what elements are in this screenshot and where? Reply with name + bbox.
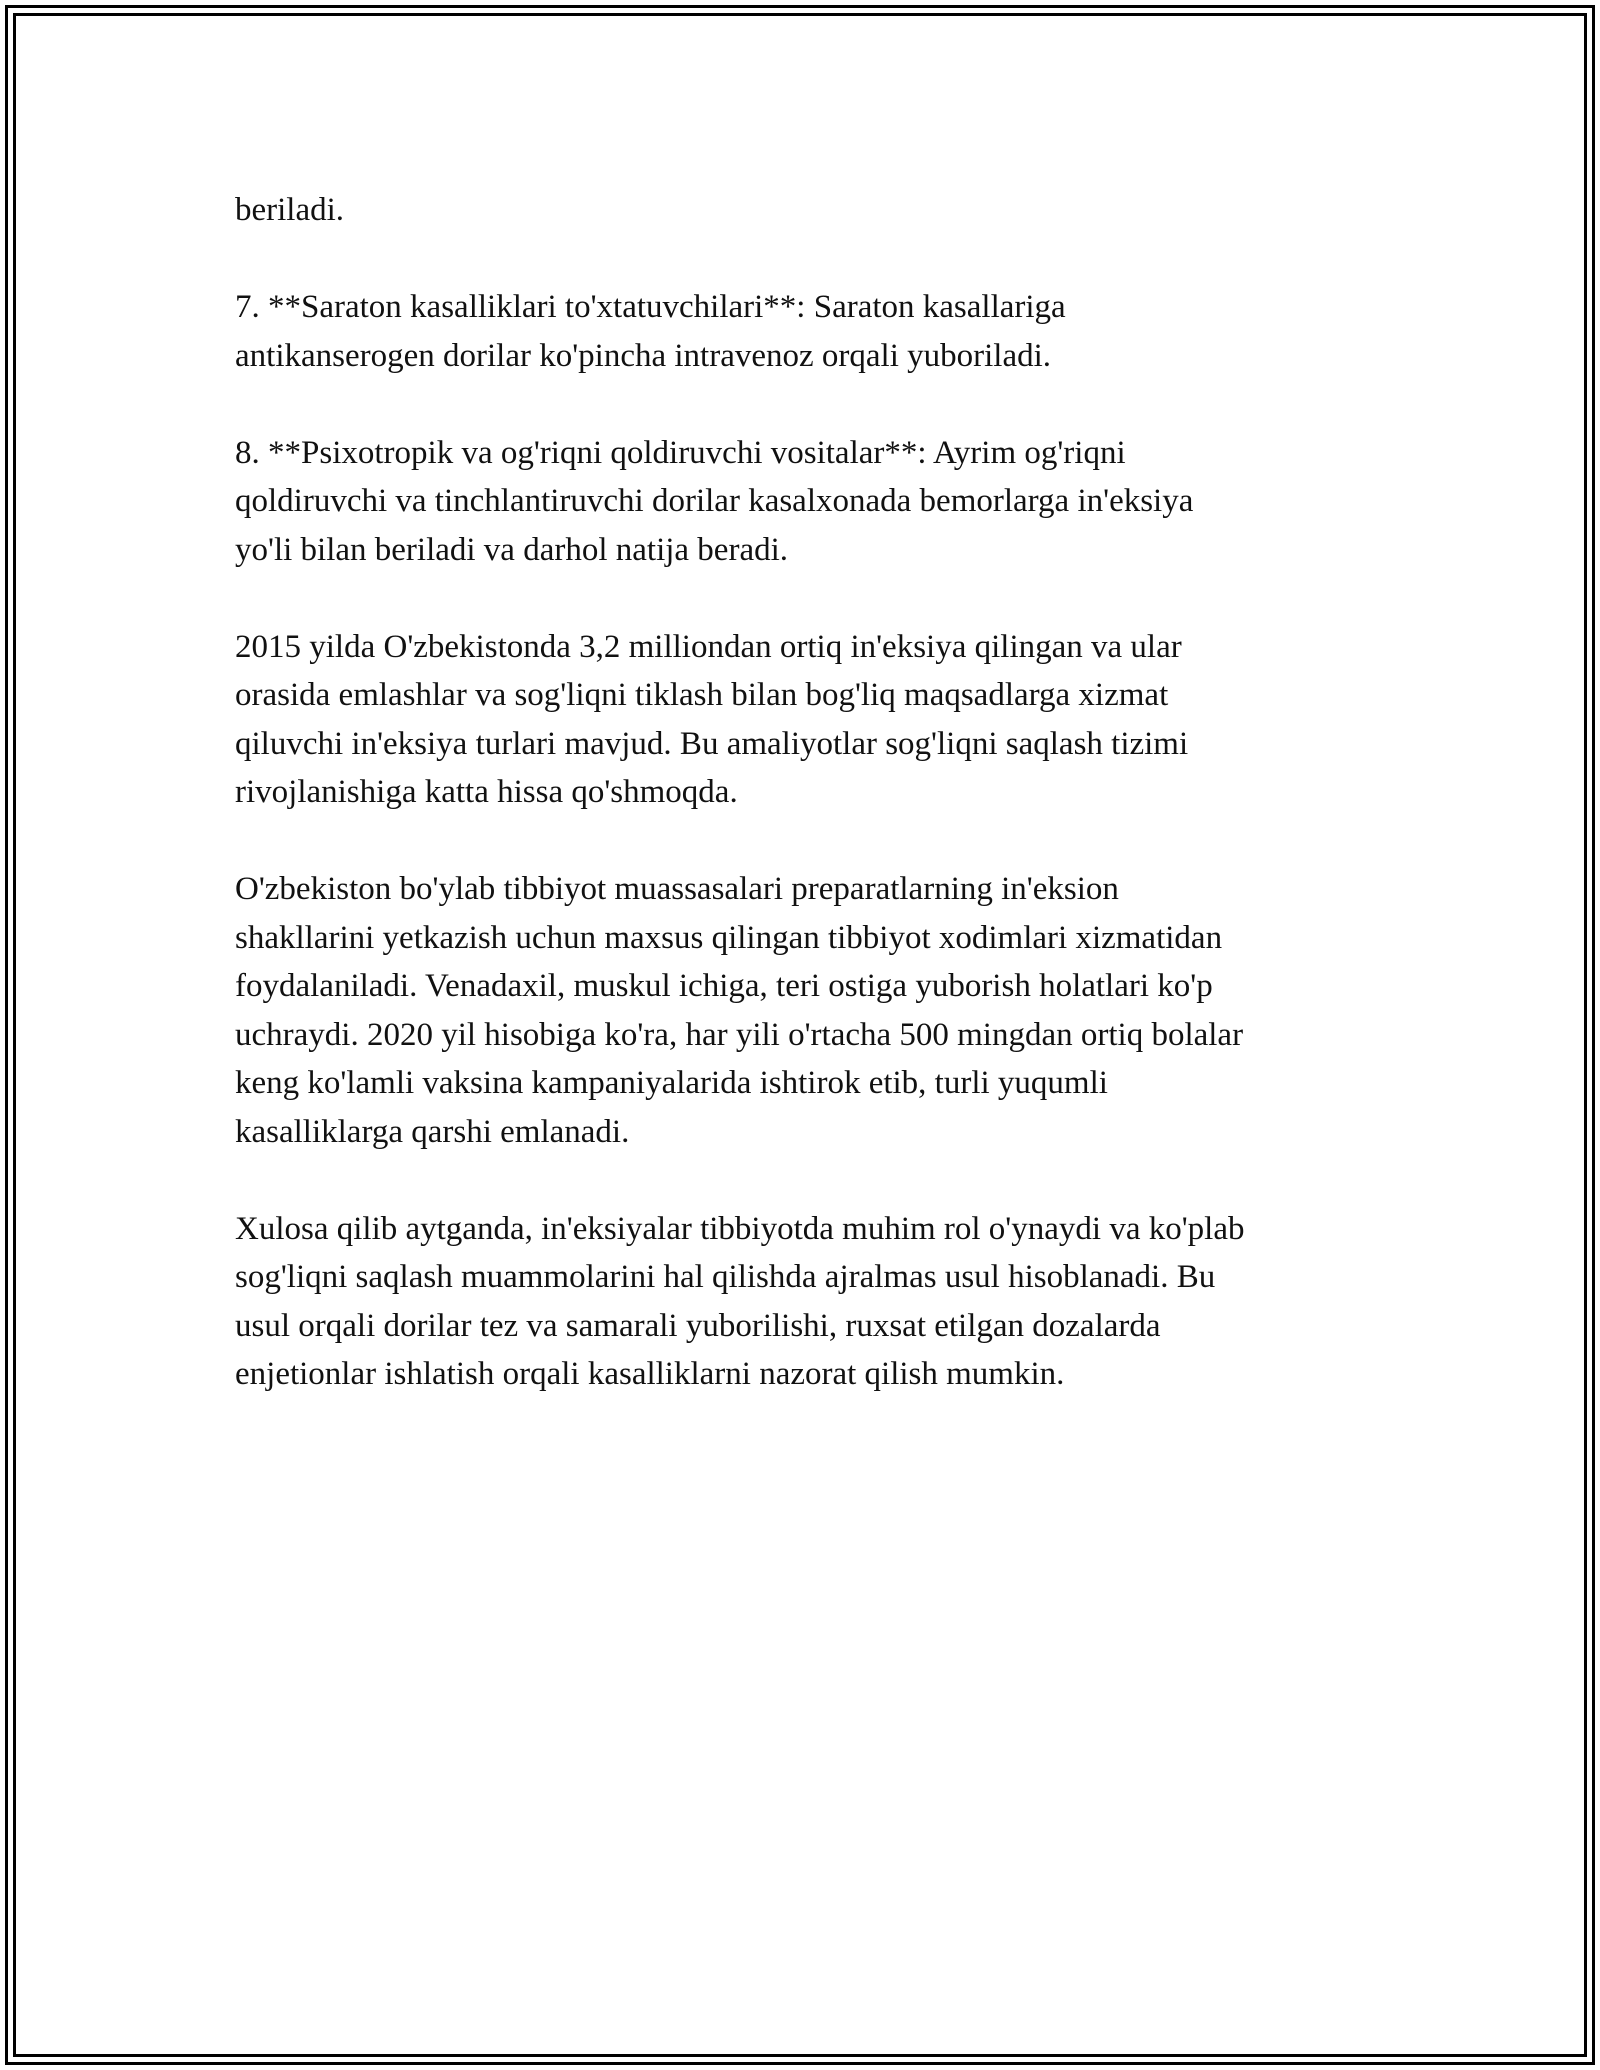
paragraph-continuation: beriladi. xyxy=(235,192,345,228)
paragraph-conclusion: Xulosa qilib aytganda, in'eksiyalar tibbiyotda muhim rol o'ynaydi va ko'plab sog'liqni saqlash muammolarini hal qilishda ajralmas usul hisoblanadi. Bu usul orqali dorilar tez va samarali yuborilishi, ruxsat etilgan dozalarda enjetionlar ishlatish orqali kasalliklarni nazorat qilish mumkin. xyxy=(235,1210,1245,1392)
paragraph-item-7: 7. **Saraton kasalliklari to'xtatuvchilari**: Saraton kasallariga antikanserogen dorilar ko'pincha intravenoz orqali yuboriladi. xyxy=(235,289,1066,374)
paragraph-item-8: 8. **Psixotropik va og'riqni qoldiruvchi vositalar**: Ayrim og'riqni qoldiruvchi va tinchlantiruvchi dorilar kasalxonada bemorlarga in'eksiya yo'li bilan beriladi va darhol natija beradi. xyxy=(235,434,1194,568)
paragraph-statistics-2015: 2015 yilda O'zbekistonda 3,2 milliondan ortiq in'eksiya qilingan va ular orasida emlashlar va sog'liqni tiklash bilan bog'liq maqsadlarga xizmat qiluvchi in'eksiya turlari mavjud. Bu amaliyotlar sog'liqni saqlash tizimi rivojlanishiga katta hissa qo'shmoqda. xyxy=(235,628,1189,810)
paragraph-medical-institutions: O'zbekiston bo'ylab tibbiyot muassasalari preparatlarning in'eksion shakllarini yetkazish uchun maxsus qilingan tibbiyot xodimlari xizmatidan foydalaniladi. Venadaxil, muskul ichiga, teri ostiga yuborish holatlari ko'p uchraydi. 2020 yil hisobiga ko'ra, har yili o'rtacha 500 mingdan ortiq bolalar keng ko'lamli vaksina kampaniyalarida ishtirok etib, turli yuqumli kasalliklarga qarshi emlanadi. xyxy=(235,871,1244,1150)
document-body xyxy=(235,186,1395,1447)
